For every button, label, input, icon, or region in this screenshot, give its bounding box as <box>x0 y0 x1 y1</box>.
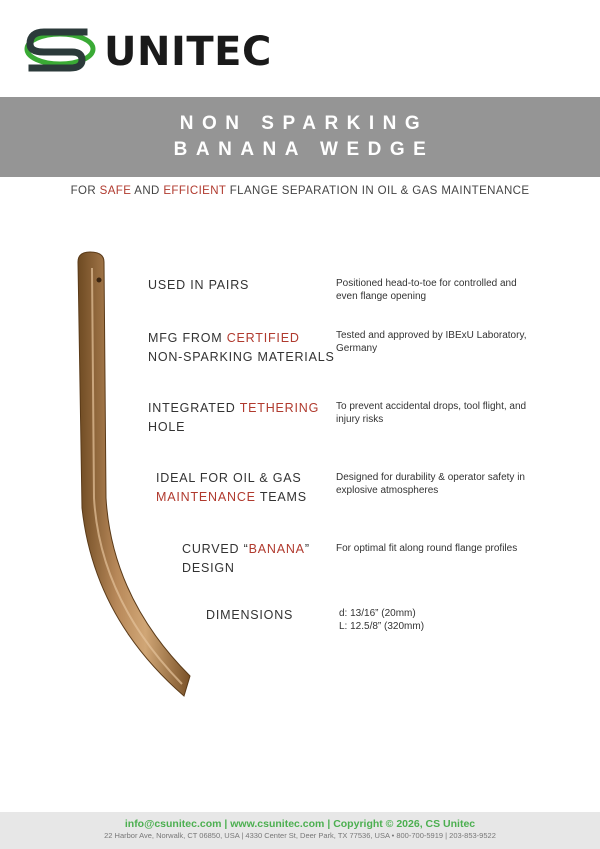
tagline-post: FLANGE SEPARATION IN OIL & GAS MAINTENANCE <box>226 185 530 197</box>
feature-label: DIMENSIONS <box>206 608 294 622</box>
feature-label-post: ” <box>304 542 310 556</box>
feature-certified-materials <box>148 329 335 367</box>
footer-copyright: Copyright © 2026, CS Unitec <box>333 818 476 830</box>
footer <box>0 812 600 849</box>
feature-used-in-pairs <box>148 276 249 295</box>
feature-dimensions <box>206 606 293 625</box>
feature-label-line2: DESIGN <box>182 561 235 575</box>
feature-desc-oil-gas-teams: Designed for durability & operator safety in explosive atmospheres <box>336 472 525 496</box>
feature-desc-used-in-pairs: Positioned head-to-toe for controlled and even flange opening <box>336 278 517 302</box>
feature-label-highlight: TETHERING <box>239 401 320 415</box>
title-line-1: NON SPARKING <box>179 113 429 134</box>
feature-desc-certified-materials: Tested and approved by IBExU Laboratory, Germany <box>336 330 527 354</box>
feature-desc-dimensions <box>339 607 539 633</box>
title-line-2: BANANA WEDGE <box>173 139 435 160</box>
feature-label-highlight: BANANA <box>248 542 305 556</box>
feature-oil-gas-teams <box>156 469 307 507</box>
tagline-pre: FOR <box>70 185 100 197</box>
footer-separator: | <box>327 818 331 830</box>
tagline-highlight-safe: SAFE <box>99 185 132 197</box>
logo <box>24 22 284 82</box>
feature-label-line2: NON-SPARKING MATERIALS <box>148 350 335 364</box>
feature-tethering-hole <box>148 399 319 437</box>
dimension-diameter: d: 13/16” (20mm) <box>339 608 416 619</box>
feature-label-pre: INTEGRATED <box>148 401 240 415</box>
footer-email-link[interactable]: info@csunitec.com <box>124 818 222 830</box>
feature-banana-design <box>182 540 310 578</box>
feature-desc-banana-design: For optimal fit along round flange profiles <box>336 543 518 554</box>
title-banner <box>0 97 600 177</box>
footer-website-link[interactable]: www.csunitec.com <box>230 818 325 830</box>
feature-label-pre: MFG FROM <box>148 331 227 345</box>
tagline <box>0 185 600 197</box>
feature-label-line1: IDEAL FOR OIL & GAS <box>156 471 302 485</box>
footer-addresses: 22 Harbor Ave, Norwalk, CT 06850, USA | 4330 Center St, Deer Park, TX 77536, USA • 800-700-5919 | 203-853-9522 <box>104 831 496 840</box>
dimension-length: L: 12.5/8” (320mm) <box>339 621 425 632</box>
cs-logo-mark <box>24 22 100 76</box>
tagline-highlight-efficient: EFFICIENT <box>163 185 227 197</box>
feature-label-line2: HOLE <box>148 420 186 434</box>
feature-label-post: TEAMS <box>255 490 307 504</box>
footer-contact-line <box>0 818 600 830</box>
feature-label-highlight: CERTIFIED <box>226 331 300 345</box>
brand-name: UNITEC <box>104 29 272 75</box>
feature-desc-tethering-hole: To prevent accidental drops, tool flight, and injury risks <box>336 401 527 425</box>
feature-label: USED IN PAIRS <box>148 278 250 292</box>
feature-label-highlight: MAINTENANCE <box>156 490 256 504</box>
feature-label-pre: CURVED “ <box>182 542 249 556</box>
tagline-mid: AND <box>131 185 164 197</box>
footer-separator: | <box>224 818 228 830</box>
